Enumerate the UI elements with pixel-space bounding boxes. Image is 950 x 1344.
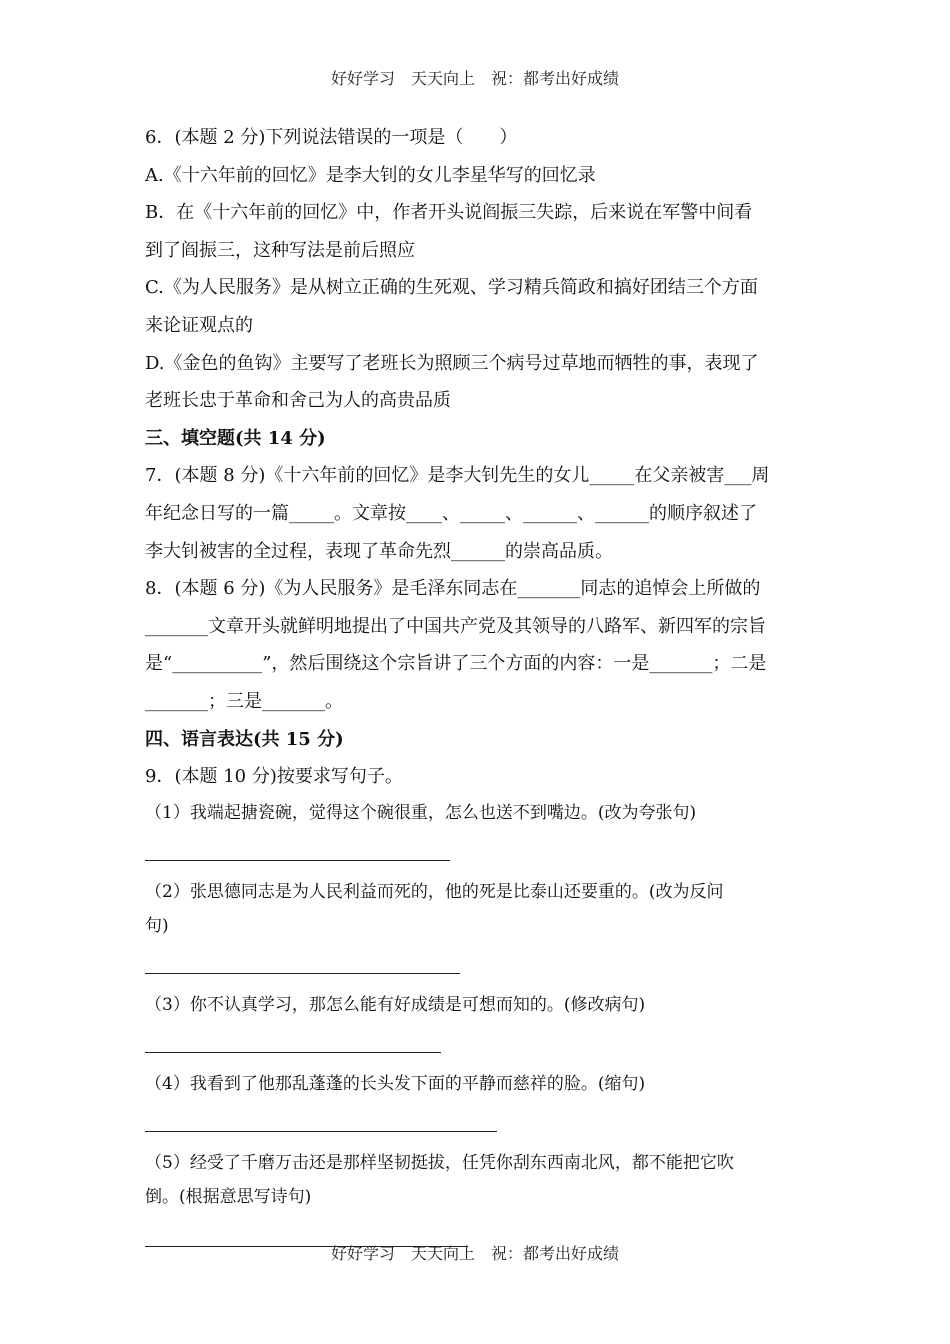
q9-sub3: （3）你不认真学习，那怎么能有好成绩是可想而知的。(修改病句): [145, 994, 646, 1015]
q9-sub2-line2: 句): [145, 915, 169, 936]
q9-sub1: （1）我端起搪瓷碗，觉得这个碗很重，怎么也送不到嘴边。(改为夸张句): [145, 802, 697, 823]
exam-content: [145, 119, 815, 1247]
section-4-heading: 四、语言表达(共 15 分): [145, 728, 344, 750]
q6-option-b-line2: 到了阎振三，这种写法是前后照应: [145, 239, 415, 261]
q6-stem: 6．(本题 2 分)下列说法错误的一项是（ ）: [145, 127, 518, 148]
q6-option-d-line1: D.《金色的鱼钩》主要写了老班长为照顾三个病号过草地而牺牲的事，表现了: [145, 352, 759, 374]
q6-option-d-line2: 老班长忠于革命和舍己为人的高贵品质: [145, 390, 451, 412]
q7-line1: 7．(本题 8 分)《十六年前的回忆》是李大钊先生的女儿_____在父亲被害___周: [145, 465, 770, 487]
q7-line3: 李大钊被害的全过程，表现了革命先烈______的崇高品质。: [145, 540, 613, 562]
page-header: 好好学习 天天向上 祝：都考出好成绩: [330, 69, 619, 88]
q9-sub4: （4）我看到了他那乱蓬蓬的长头发下面的平静而慈祥的脸。(缩句): [145, 1073, 646, 1094]
q7-line2: 年纪念日写的一篇_____。文章按____、_____、______、______的顺序叙述了: [145, 502, 757, 524]
q6-option-b-line1: B．在《十六年前的回忆》中，作者开头说阎振三失踪，后来说在军警中间看: [145, 202, 753, 224]
q8-line3: 是“__________”，然后围绕这个宗旨讲了三个方面的内容：一是_______；二是: [145, 653, 767, 675]
q9-sub2-line1: （2）张思德同志是为人民利益而死的，他的死是比泰山还要重的。(改为反问: [145, 881, 724, 902]
q6-option-a: A.《十六年前的回忆》是李大钊的女儿李星华写的回忆录: [145, 164, 596, 186]
q9-sub5-line2: 倒。(根据意思写诗句): [145, 1186, 312, 1207]
q8-line4: _______；三是_______。: [145, 690, 343, 712]
section-3-heading: 三、填空题(共 14 分): [145, 427, 326, 449]
q9-stem: 9．(本题 10 分)按要求写句子。: [145, 766, 403, 788]
q8-line2: _______文章开头就鲜明地提出了中国共产党及其领导的八路军、新四军的宗旨: [145, 615, 766, 637]
q6-option-c-line2: 来论证观点的: [145, 314, 253, 336]
q8-line1: 8．(本题 6 分)《为人民服务》是毛泽东同志在_______同志的追悼会上所做的: [145, 578, 761, 600]
page-footer: 好好学习 天天向上 祝：都考出好成绩: [330, 1244, 619, 1263]
q6-option-c-line1: C.《为人民服务》是从树立正确的生死观、学习精兵简政和搞好团结三个方面: [145, 277, 758, 299]
q9-sub5-line1: （5）经受了千磨万击还是那样坚韧挺拔，任凭你刮东西南北风，都不能把它吹: [145, 1152, 734, 1173]
